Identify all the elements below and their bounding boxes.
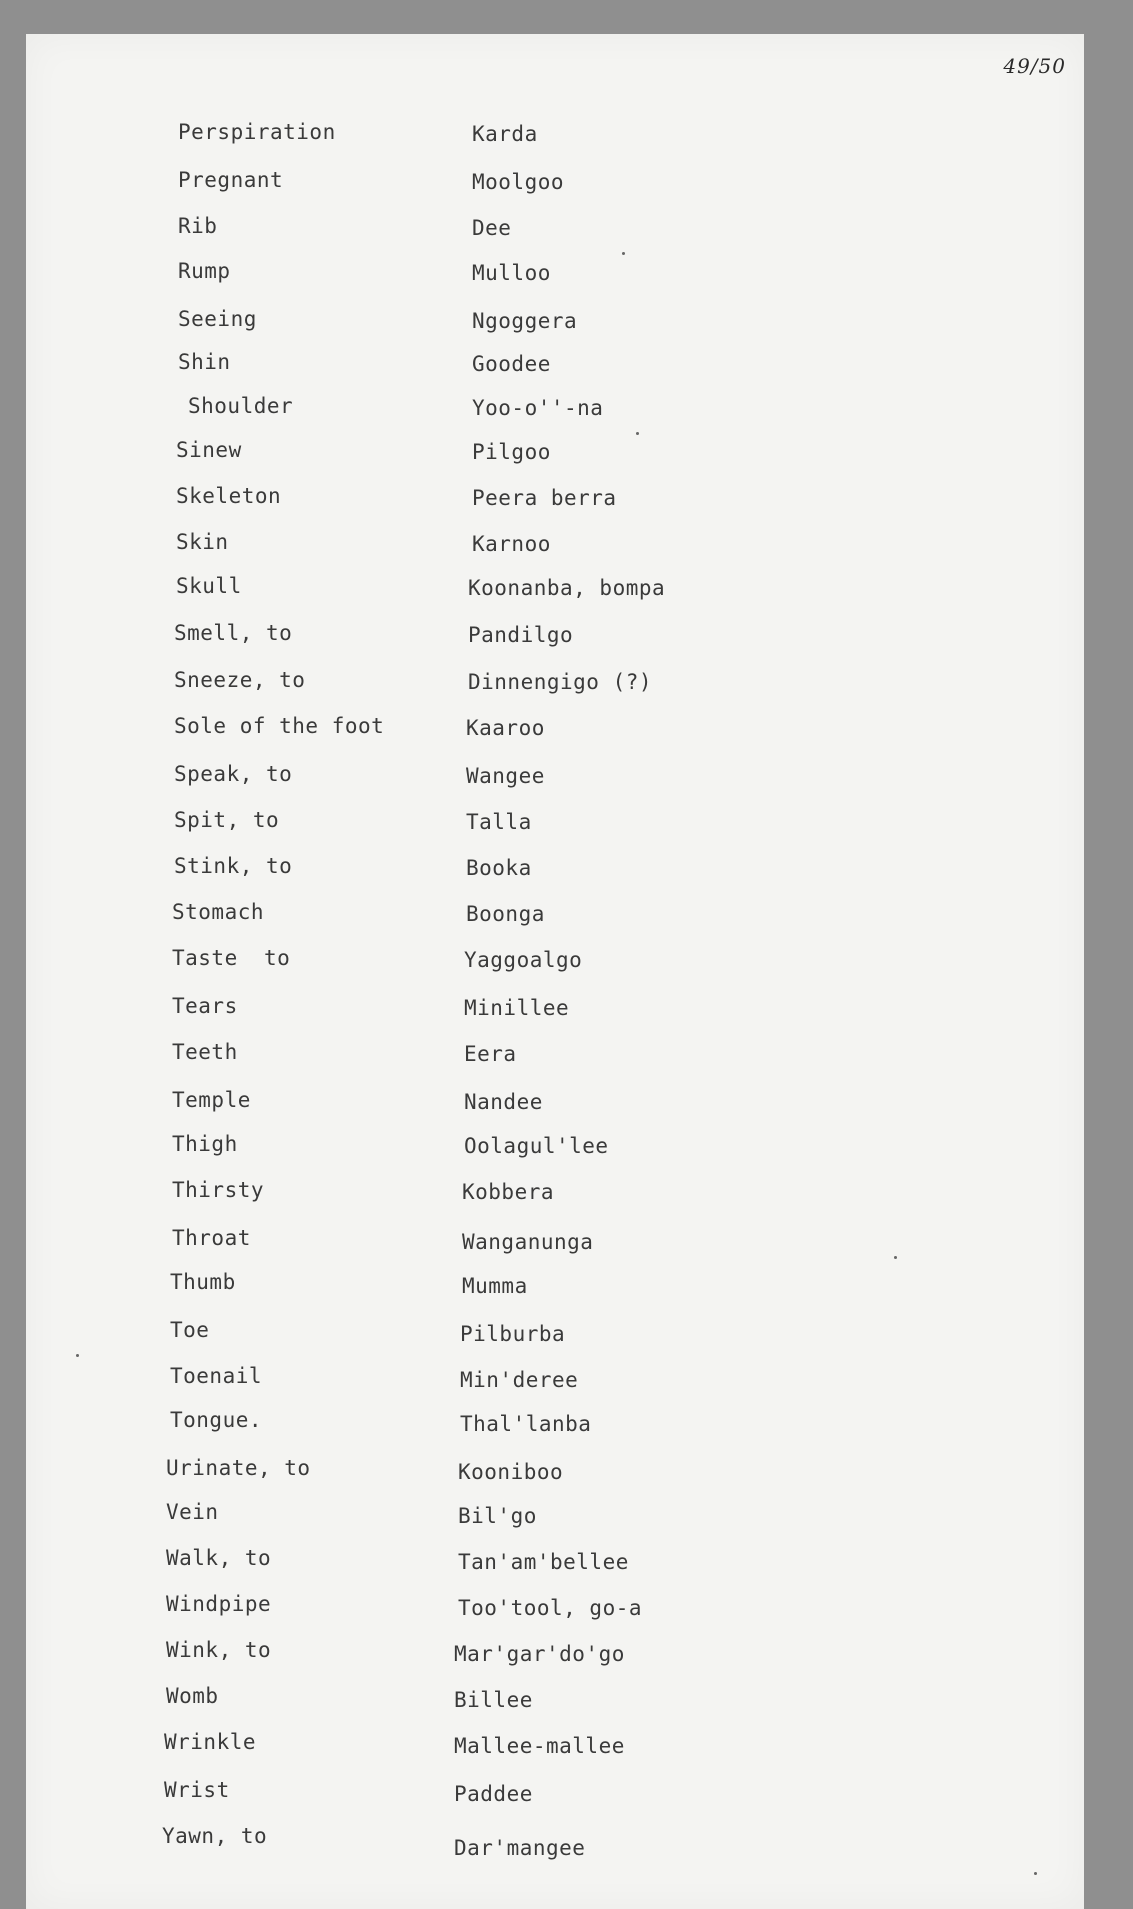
word-entry <box>26 1040 1084 1070</box>
english-term: Thirsty <box>172 1178 265 1202</box>
word-entry <box>26 168 1084 198</box>
native-term: Dee <box>472 216 512 240</box>
native-term: Paddee <box>454 1782 533 1806</box>
english-term: Stink, to <box>174 854 293 878</box>
word-entry <box>26 854 1084 884</box>
english-term: Wrinkle <box>164 1730 257 1754</box>
native-term: Eera <box>464 1042 517 1066</box>
word-entry <box>26 307 1084 337</box>
native-term: Yoo-o''-na <box>472 396 604 420</box>
word-entry <box>26 120 1084 150</box>
native-term: Mallee-mallee <box>454 1734 625 1758</box>
native-term: Pilgoo <box>472 440 551 464</box>
english-term: Rib <box>178 214 218 238</box>
native-term: Mar'gar'do'go <box>454 1642 625 1666</box>
english-term: Yawn, to <box>162 1824 268 1848</box>
word-entry <box>26 394 1084 424</box>
ink-speck <box>76 1354 79 1357</box>
ink-speck <box>1034 1872 1037 1875</box>
english-term: Seeing <box>178 307 257 331</box>
native-term: Min'deree <box>460 1368 579 1392</box>
word-entry <box>26 808 1084 838</box>
native-term: Karda <box>472 122 538 146</box>
english-term: Vein <box>166 1500 219 1524</box>
native-term: Talla <box>466 810 532 834</box>
english-term: Shoulder <box>188 394 294 418</box>
ink-speck <box>894 1256 897 1259</box>
english-term: Tears <box>172 994 238 1018</box>
native-term: Yaggoalgo <box>464 948 583 972</box>
word-entry <box>26 1638 1084 1668</box>
word-entry <box>26 1364 1084 1394</box>
native-term: Wanganunga <box>462 1230 594 1254</box>
native-term: Pandilgo <box>468 623 574 647</box>
native-term: Karnoo <box>472 532 551 556</box>
native-term: Kaaroo <box>466 716 545 740</box>
native-term: Booka <box>466 856 532 880</box>
ink-speck <box>636 432 639 435</box>
native-term: Minillee <box>464 996 570 1020</box>
word-entry <box>26 1132 1084 1162</box>
native-term: Too'tool, go-a <box>458 1596 643 1620</box>
native-term: Oolagul'lee <box>464 1134 609 1158</box>
native-term: Peera berra <box>472 486 617 510</box>
english-term: Speak, to <box>174 762 293 786</box>
english-term: Wink, to <box>166 1638 272 1662</box>
english-term: Toe <box>170 1318 210 1342</box>
word-entry <box>26 1778 1084 1808</box>
english-term: Wrist <box>164 1778 230 1802</box>
english-term: Skin <box>176 530 229 554</box>
native-term: Moolgoo <box>472 170 565 194</box>
native-term: Ngoggera <box>472 309 578 333</box>
native-term: Goodee <box>472 352 551 376</box>
english-term: Sinew <box>176 438 242 462</box>
native-term: Mulloo <box>472 261 551 285</box>
word-entry <box>26 1730 1084 1760</box>
english-term: Tongue. <box>170 1408 263 1432</box>
english-term: Teeth <box>172 1040 238 1064</box>
word-entry <box>26 1318 1084 1348</box>
native-term: Wangee <box>466 764 545 788</box>
word-entry <box>26 1456 1084 1486</box>
word-entry <box>26 259 1084 289</box>
word-entry <box>26 994 1084 1024</box>
english-term: Thigh <box>172 1132 238 1156</box>
word-entry <box>26 621 1084 651</box>
english-term: Shin <box>178 350 231 374</box>
native-term: Koonanba, bompa <box>468 576 666 600</box>
english-term: Sole of the foot <box>174 714 385 738</box>
word-entry <box>26 668 1084 698</box>
word-entry <box>26 1408 1084 1438</box>
word-entry <box>26 1270 1084 1300</box>
english-term: Taste to <box>172 946 291 970</box>
word-entry <box>26 762 1084 792</box>
native-term: Dar'mangee <box>454 1836 586 1860</box>
english-term: Walk, to <box>166 1546 272 1570</box>
word-entry <box>26 946 1084 976</box>
document-page <box>26 34 1084 1909</box>
native-term: Billee <box>454 1688 533 1712</box>
word-entry <box>26 484 1084 514</box>
native-term: Mumma <box>462 1274 528 1298</box>
word-entry <box>26 1824 1084 1860</box>
word-entry <box>26 1684 1084 1714</box>
english-term: Rump <box>178 259 231 283</box>
english-term: Windpipe <box>166 1592 272 1616</box>
native-term: Pilburba <box>460 1322 566 1346</box>
word-entry <box>26 900 1084 930</box>
english-term: Smell, to <box>174 621 293 645</box>
native-term: Kobbera <box>462 1180 555 1204</box>
word-list <box>26 34 1084 1909</box>
native-term: Boonga <box>466 902 545 926</box>
word-entry <box>26 1226 1084 1256</box>
english-term: Skull <box>176 574 242 598</box>
word-entry <box>26 1592 1084 1622</box>
native-term: Nandee <box>464 1090 543 1114</box>
english-term: Spit, to <box>174 808 280 832</box>
word-entry <box>26 1500 1084 1530</box>
word-entry <box>26 574 1084 604</box>
english-term: Urinate, to <box>166 1456 311 1480</box>
english-term: Thumb <box>170 1270 236 1294</box>
english-term: Womb <box>166 1684 219 1708</box>
english-term: Pregnant <box>178 168 284 192</box>
word-entry <box>26 1088 1084 1118</box>
native-term: Kooniboo <box>458 1460 564 1484</box>
native-term: Dinnengigo (?) <box>468 670 653 694</box>
word-entry <box>26 1546 1084 1576</box>
page-number: 49/50 <box>1003 54 1066 78</box>
english-term: Toenail <box>170 1364 263 1388</box>
native-term: Tan'am'bellee <box>458 1550 629 1574</box>
english-term: Temple <box>172 1088 251 1112</box>
word-entry <box>26 350 1084 380</box>
ink-speck <box>622 252 625 255</box>
word-entry <box>26 438 1084 468</box>
native-term: Thal'lanba <box>460 1412 592 1436</box>
english-term: Stomach <box>172 900 265 924</box>
word-entry <box>26 530 1084 560</box>
word-entry <box>26 714 1084 744</box>
english-term: Sneeze, to <box>174 668 306 692</box>
english-term: Perspiration <box>178 120 336 144</box>
english-term: Skeleton <box>176 484 282 508</box>
native-term: Bil'go <box>458 1504 537 1528</box>
word-entry <box>26 1178 1084 1208</box>
word-entry <box>26 214 1084 244</box>
english-term: Throat <box>172 1226 251 1250</box>
